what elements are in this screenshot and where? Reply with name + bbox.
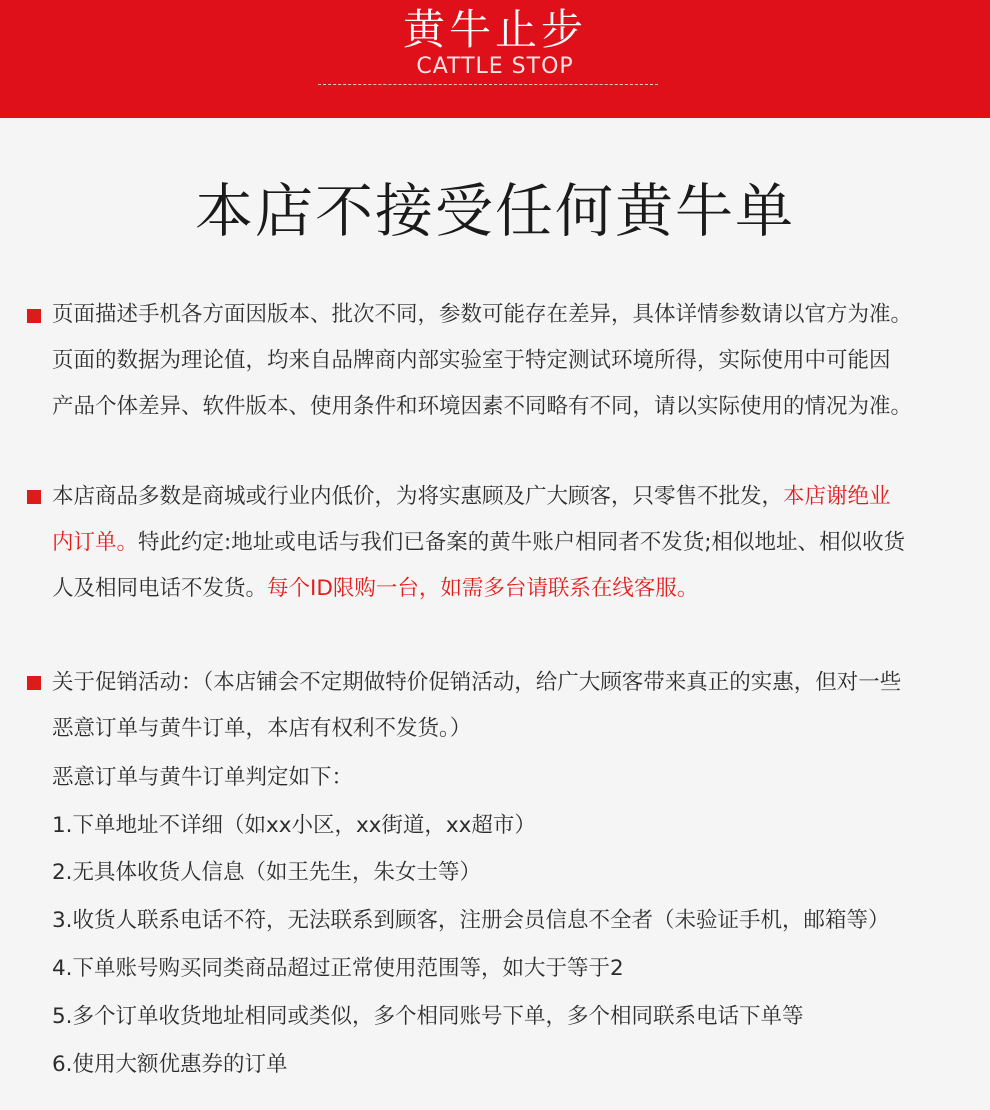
wholesale-warning: 本店谢绝业 — [783, 484, 891, 509]
promotion-criteria-heading: 恶意订单与黄牛订单判定如下： — [52, 765, 354, 790]
bullet-square-icon — [27, 676, 41, 690]
wholesale-text: 特此约定:地址或电话与我们已备案的黄牛账户相同者不发货;相似地址、相似收货 — [138, 530, 906, 555]
specs-line: 页面描述手机各方面因版本、批次不同，参数可能存在差异，具体详情参数请以官方为准。 — [52, 302, 913, 327]
criteria-item: 4.下单账号购买同类商品超过正常使用范围等，如大于等于2 — [52, 956, 624, 981]
bullet-square-icon — [27, 309, 41, 323]
wholesale-line — [52, 474, 972, 520]
specs-line: 页面的数据为理论值，均来自品牌商内部实验室于特定测试环境所得，实际使用中可能因 — [52, 348, 891, 373]
page-title: 本店不接受任何黄牛单 — [194, 177, 795, 245]
criteria-item: 2.无具体收货人信息（如王先生，朱女士等） — [52, 860, 482, 885]
banner-subtitle: CATTLE STOP — [416, 54, 574, 79]
purchase-limit-warning: 每个ID限购一台，如需多台请联系在线客服。 — [267, 576, 699, 601]
wholesale-text: 本店商品多数是商城或行业内低价，为将实惠顾及广大顾客，只零售不批发， — [52, 484, 784, 509]
specs-line: 产品个体差异、软件版本、使用条件和环境因素不同略有不同，请以实际使用的情况为准。 — [52, 394, 913, 419]
wholesale-paragraph — [52, 474, 972, 612]
header-banner — [0, 0, 990, 118]
wholesale-line — [52, 520, 972, 566]
banner-divider — [318, 84, 658, 85]
promotion-intro-line: 关于促销活动：（本店铺会不定期做特价促销活动，给广大顾客带来真正的实惠，但对一些 — [52, 670, 902, 695]
banner-zigzag-edge — [0, 112, 990, 120]
criteria-item: 5.多个订单收货地址相同或类似，多个相同账号下单，多个相同联系电话下单等 — [52, 1004, 804, 1029]
banner-title: 黄牛止步 — [402, 5, 587, 54]
specs-paragraph — [52, 292, 972, 430]
criteria-item: 3.收货人联系电话不符，无法联系到顾客，注册会员信息不全者（未验证手机，邮箱等） — [52, 908, 890, 933]
bullet-square-icon — [27, 490, 41, 504]
criteria-item: 1.下单地址不详细（如xx小区，xx街道，xx超市） — [52, 813, 536, 838]
wholesale-text: 人及相同电话不发货。 — [52, 576, 268, 601]
wholesale-warning: 内订单。 — [52, 530, 139, 555]
promotion-intro-line: 恶意订单与黄牛订单，本店有权利不发货。） — [52, 716, 472, 741]
wholesale-line — [52, 566, 972, 612]
criteria-item: 6.使用大额优惠券的订单 — [52, 1052, 288, 1077]
